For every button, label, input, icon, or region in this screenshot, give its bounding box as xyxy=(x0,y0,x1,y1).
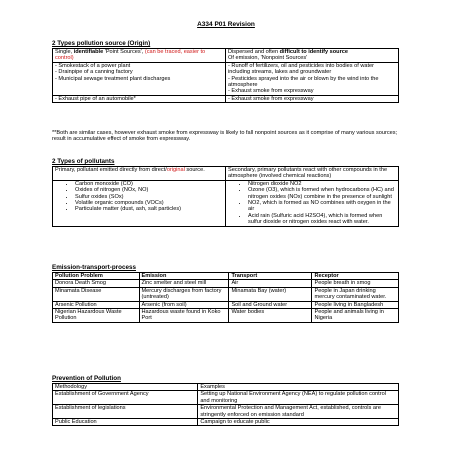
table-header-row xyxy=(53,273,399,280)
table-row xyxy=(53,167,399,181)
column-header: Examples xyxy=(198,384,399,391)
nonpoint-source-header xyxy=(226,49,399,63)
table-cell: Zinc smelter and steel mill xyxy=(139,280,229,287)
column-header: Pollution Problem xyxy=(53,273,140,280)
table-cell: Mercury discharges from factory (untreated) xyxy=(139,287,229,301)
table-row xyxy=(53,419,399,426)
table-row xyxy=(53,391,399,405)
column-header: Transport xyxy=(229,273,312,280)
table-cell: Nigerian Hazardous Waste Pollution xyxy=(53,309,140,323)
header-text-red: (can be traced, easier to control) xyxy=(55,49,206,62)
pollutants-table xyxy=(52,166,399,227)
table-cell: Environmental Protection and Management Act, established, controls are stringently enforced on emission standard xyxy=(198,405,399,419)
header-text: Single, xyxy=(55,49,74,55)
list-item: - Municipal sewage treatment plant discharges xyxy=(55,75,171,82)
list-item: - Smokestack of a power plant xyxy=(55,62,131,69)
list-item: • Particulate matter (dust, ash, salt particles) xyxy=(75,206,223,212)
list-item: • Ozone (O3), which is formed when hydrocarbons (HC) and nitrogen oxides (NOx) combine in the presence of sunlight xyxy=(248,187,396,200)
list-item: • Nitrogen dioxide NO2 xyxy=(248,181,396,187)
header-text: source. xyxy=(184,167,205,173)
section-heading-prevention: Prevention of Pollution xyxy=(52,375,121,382)
table-cell: Air xyxy=(229,280,312,287)
section-heading-pollutants: 2 Types of pollutants xyxy=(52,158,115,165)
table-row xyxy=(53,287,399,301)
list-item: • Oxides of nitrogen (NOx, NO) xyxy=(75,187,223,193)
secondary-pollutant-list xyxy=(228,181,396,226)
table-cell: Minamata Disease xyxy=(53,287,140,301)
table-row xyxy=(53,49,399,63)
secondary-header: Secondary, primary pollutants react with other compounds in the atmosphere (involved chemical reactions) xyxy=(226,167,399,181)
section-heading-emission: Emission-transport-process xyxy=(52,264,136,271)
header-text-red: original xyxy=(166,167,185,173)
table-row xyxy=(53,405,399,419)
table-cell: Donora Death Smog xyxy=(53,280,140,287)
table-cell: Public Education xyxy=(53,419,198,426)
emission-table xyxy=(52,272,399,323)
table-cell: Arsenic (from soil) xyxy=(139,301,229,308)
secondary-list-cell xyxy=(226,180,399,226)
list-item: - Drainpipe of a canning factory xyxy=(55,69,133,76)
section-heading-sources: 2 Types pollution source (Origin) xyxy=(52,40,151,47)
table-cell: - Exhaust smoke from expressway xyxy=(226,95,399,102)
header-text-bold: identifiable xyxy=(73,49,104,55)
table-cell: Campaign to educate public xyxy=(198,419,399,426)
table-cell: Establishment of Government Agency xyxy=(53,391,198,405)
table-cell: Establishment of legislations xyxy=(53,405,198,419)
table-row xyxy=(53,309,399,323)
point-source-header xyxy=(53,49,226,63)
table-row xyxy=(53,280,399,287)
list-item: - Pesticides sprayed into the air or blown by the wind into the atmosphere xyxy=(228,75,379,89)
prevention-table xyxy=(52,383,399,426)
table-cell: Water bodies xyxy=(229,309,312,323)
table-row xyxy=(53,301,399,308)
list-item: - Runoff of fertilizers, oil and pesticides into bodies of water including streams, lakes and groundwater xyxy=(228,62,375,76)
table-header-row xyxy=(53,384,399,391)
table-cell: - Exhaust pipe of an automobile* xyxy=(53,95,226,102)
sources-table xyxy=(52,48,399,103)
table-cell: Hazardous waste found in Koko Port xyxy=(139,309,229,323)
list-item: • Acid rain (Sulfuric acid H2SO4), which is formed when sulfur dioxide or nitrogen oxides react with water. xyxy=(248,213,396,226)
table-row xyxy=(53,95,399,102)
list-item: • Carbon monoxide (CO) xyxy=(75,181,223,187)
list-item: • Volatile organic compounds (VOCs) xyxy=(75,200,223,206)
table-cell: People and animals living in Nigeria xyxy=(312,309,399,323)
list-item: • NO2, which is formed as NO combines with oxygen in the air xyxy=(248,200,396,213)
header-text: Primary, pollutant emitted directly from direct/ xyxy=(55,167,167,173)
header-text: Of emission, 'Nonpoint Sources' xyxy=(228,55,308,62)
column-header: Emission xyxy=(139,273,229,280)
document-title: A334 P01 Revision xyxy=(197,21,255,28)
table-row xyxy=(53,180,399,226)
table-cell: People living in Bangladesh xyxy=(312,301,399,308)
table-cell: People breath in smog xyxy=(312,280,399,287)
header-text-bold: difficult to identify source xyxy=(279,49,348,55)
primary-pollutant-list xyxy=(55,181,223,213)
header-text: 'Point Sources', xyxy=(103,49,145,55)
table-row xyxy=(53,62,399,95)
primary-list-cell xyxy=(53,180,226,226)
table-cell: Soil and Ground water xyxy=(229,301,312,308)
table-cell: Arsenic Pollution xyxy=(53,301,140,308)
header-text: Dispersed and often xyxy=(228,49,280,55)
column-header: Receptor xyxy=(312,273,399,280)
table-cell: People in Japan drinking mercury contaminated water. xyxy=(312,287,399,301)
column-header: Methodology xyxy=(53,384,198,391)
primary-header xyxy=(53,167,226,181)
point-source-examples xyxy=(53,62,226,95)
list-item: - Exhaust smoke from expressway xyxy=(228,88,314,95)
nonpoint-source-examples xyxy=(226,62,399,95)
table-cell: Minamata Bay (water) xyxy=(229,287,312,301)
table-cell: Setting up National Environment Agency (NEA) to regulate pollution control and monitoring xyxy=(198,391,399,405)
list-item: • Sulfur oxides (SOx) xyxy=(75,194,223,200)
footnote: **Both are similar cases, however exhaust smoke from expressway is likely to fall nonpoint sources as it comprise of many various sources; result in accumulative effect of smoke from expressway. xyxy=(52,130,398,143)
